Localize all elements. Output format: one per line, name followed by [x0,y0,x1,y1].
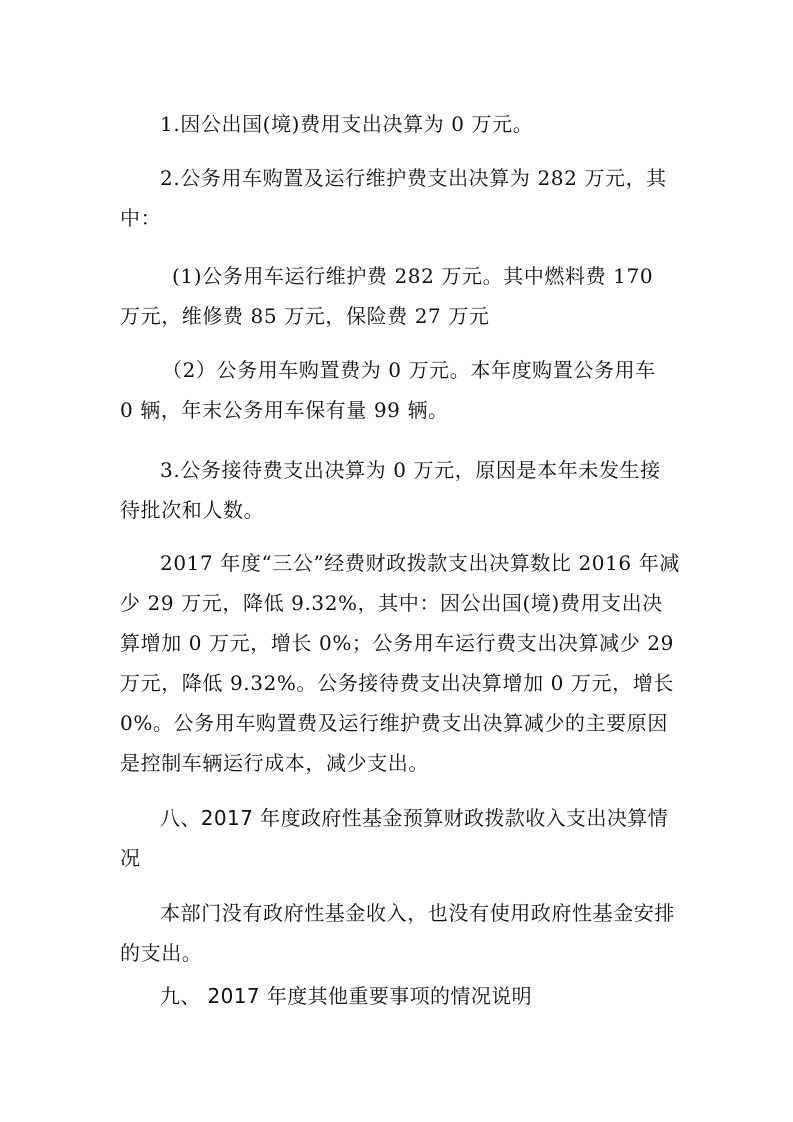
paragraph-reception: 3.公务接待费支出决算为 0 万元，原因是本年未发生接待批次和人数。 [120,458,661,522]
section-heading-8: 八、2017 年度政府性基金预算财政拨款收入支出决算情况 [120,806,669,870]
paragraph-government-fund: 本部门没有政府性基金收入，也没有使用政府性基金安排的支出。 [120,901,675,965]
paragraph-vehicle-operation-line1: (1)公务用车运行维护费 282 万元。其中燃料费 170 [172,264,654,288]
paragraph-vehicle-purchase [120,350,682,430]
paragraph-vehicle-operation-line2: 万元，维修费 85 万元，保险费 27 万元 [120,304,490,328]
section-heading-9: 九、 2017 年度其他重要事项的情况说明 [160,984,533,1008]
paragraph-vehicle-purchase-line2: 0 辆，年末公务用车保有量 99 辆。 [120,398,449,422]
paragraph-vehicle-purchase-line1: （2）公务用车购置费为 0 万元。本年度购置公务用车 [162,358,656,382]
paragraph-comparison: 2017 年度“三公”经费财政拨款支出决算数比 2016 年减少 29 万元，降低 9.32%，其中：因公出国(境)费用支出决算增加 0 万元，增长 0%；公务用车运行费支出决算减少 29 万元，降低 9.32%。公务接待费支出决算增加 0 万元，增长 0%。公务用车购置费及运行维护费支出决算减少的主要原因是控制车辆运行成本，减少支出。 [120,551,680,775]
paragraph-vehicle-expenses: 2.公务用车购置及运行维护费支出决算为 282 万元，其中： [120,166,667,230]
paragraph-overseas-travel: 1.因公出国(境)费用支出决算为 0 万元。 [160,112,534,136]
paragraph-vehicle-operation [120,256,682,336]
